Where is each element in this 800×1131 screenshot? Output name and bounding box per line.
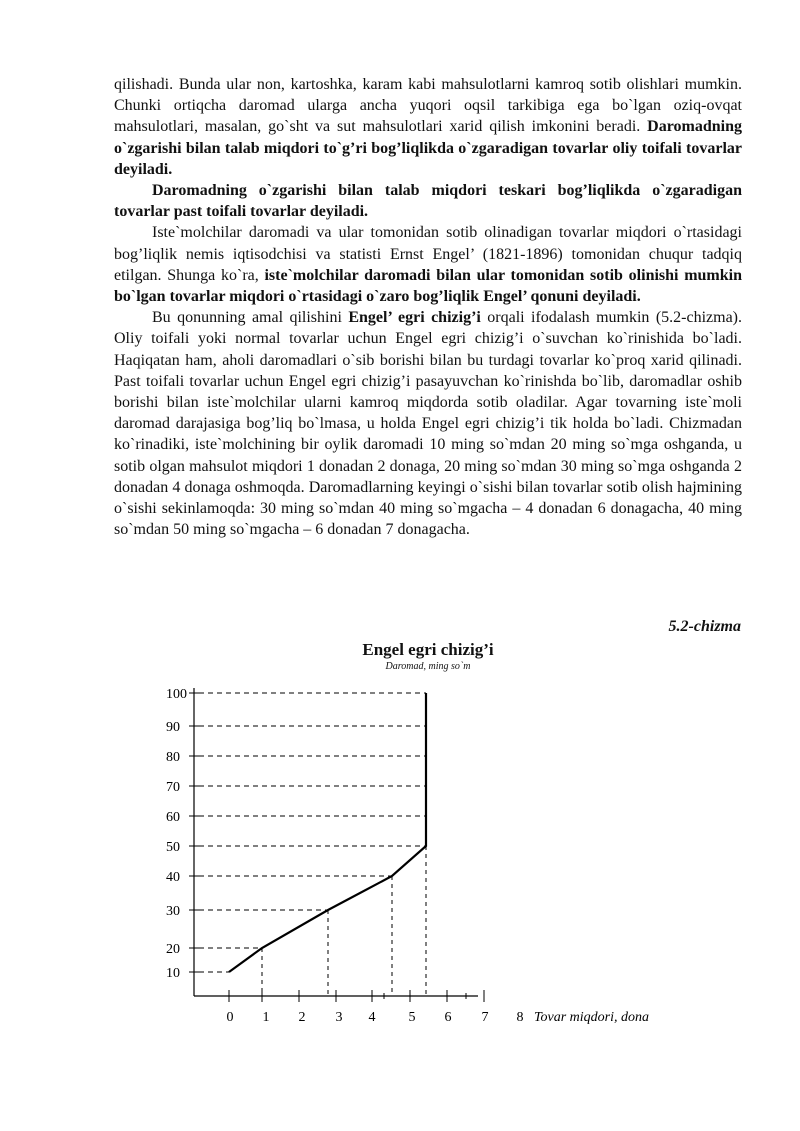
x-tick-label: 3: [335, 1010, 343, 1025]
x-tick-label: 4: [368, 1010, 376, 1025]
chart-title: Engel egri chizig’i: [362, 640, 494, 659]
y-tick-label: 40: [166, 870, 180, 885]
text: Bu qonunning amal qilishini: [152, 309, 349, 327]
x-tick-label: 7: [481, 1010, 489, 1025]
y-tick-label: 80: [166, 750, 180, 765]
x-tick-label: 2: [298, 1010, 306, 1025]
text: qilishadi. Bunda ular non, kartoshka, karam kabi mahsulotlarni kamroq sotib olishlari mumkin. Chunki ortiqcha daromad ularga ancha yuqori oqsil tarkibiga ega bo`lgan oziq-ovqat mahsulotlari, masalan, go`sht va sut mahsulotlari xarid qilish imkonini beradi.: [114, 76, 742, 136]
y-tick-label: 30: [166, 904, 180, 919]
bold-text: iste`molchilar daromadi bilan ular tomonidan sotib olinishi mumkin bo`lgan tovarlar miqdori o`rtasidagi o`zaro bog’liqlik Engel’ qonuni deyiladi.: [114, 266, 742, 306]
y-tick-label: 100: [166, 687, 187, 702]
y-tick-label: 60: [166, 810, 180, 825]
engel-curve-line: [229, 693, 426, 972]
x-tick-label: 5: [408, 1010, 416, 1025]
chart-y-axis-label: Daromad, ming so`m: [385, 661, 471, 672]
y-tick-label: 50: [166, 840, 180, 855]
x-axis-label: Tovar miqdori, dona: [534, 1010, 650, 1025]
y-tick-label: 10: [166, 966, 180, 981]
x-tick-label: 8: [516, 1010, 524, 1025]
y-tick-label: 20: [166, 942, 180, 957]
text: Iste`molchilar daromadi va ular tomonidan sotib olinadigan tovarlar miqdori o`rtasidagi bog’liqlik nemis iqtisodchisi va statisti Ernst Engel’ (1821-1896) tomonidan chuqur tadqiq etilgan. Shunga ko`ra,: [114, 224, 742, 284]
y-tick-label: 90: [166, 720, 180, 735]
x-tick-label: 1: [262, 1010, 270, 1025]
bold-text: Daromadning o`zgarishi bilan talab miqdori to`g’ri bog’liqlikda o`zgaradigan tovarlar oliy toifali tovarlar deyiladi.: [114, 118, 742, 178]
x-tick-label: 0: [226, 1010, 234, 1025]
bold-text: Daromadning o`zgarishi bilan talab miqdori teskari bog’liqlikda o`zgaradigan tovarlar past toifali tovarlar deyiladi.: [114, 182, 742, 221]
y-tick-label: 70: [166, 780, 180, 795]
bold-text: Engel’ egri chizig’i: [348, 309, 481, 327]
figure-label: 5.2-chizma: [668, 618, 741, 635]
x-tick-label: 6: [444, 1010, 452, 1025]
text: orqali ifodalash mumkin (5.2-chizma). Oliy toifali yoki normal tovarlar uchun Engel egri chizig’i o`suvchan ko`rinishida bo`ladi. Haqiqatan ham, aholi daromadlari o`sib borishi bilan bu turdagi tovarlar ko`proq xarid qilinadi. Past toifali tovarlar uchun Engel egri chizig’i pasayuvchan ko`rinishda bo`lib, daromadlar oshib borishi bilan iste`molchilar ularni kamroq miqdorda sotib oladilar. Agar tovarning iste`moli daromad darajasiga bog’liq bo`lmasa, u holda Engel egri chizig’i tik holda bo`ladi. Chizmadan ko`rinadiki, iste`molchining bir oylik daromadi 10 ming so`mdan 20 ming so`mga oshganda, u sotib olgan mahsulot miqdori 1 donadan 2 donaga, 20 ming so`mdan 30 ming so`mga oshganda 2 donadan 4 donaga oshmoqda. Daromadlarning keyingi o`sishi bilan tovarlar sotib olish hajmining o`sishi sekinlamoqda: 30 ming so`mdan 40 ming so`mgacha – 4 donadan 6 donagacha, 40 ming so`mdan 50 ming so`mgacha – 6 donadan 7 donagacha.: [114, 309, 743, 539]
